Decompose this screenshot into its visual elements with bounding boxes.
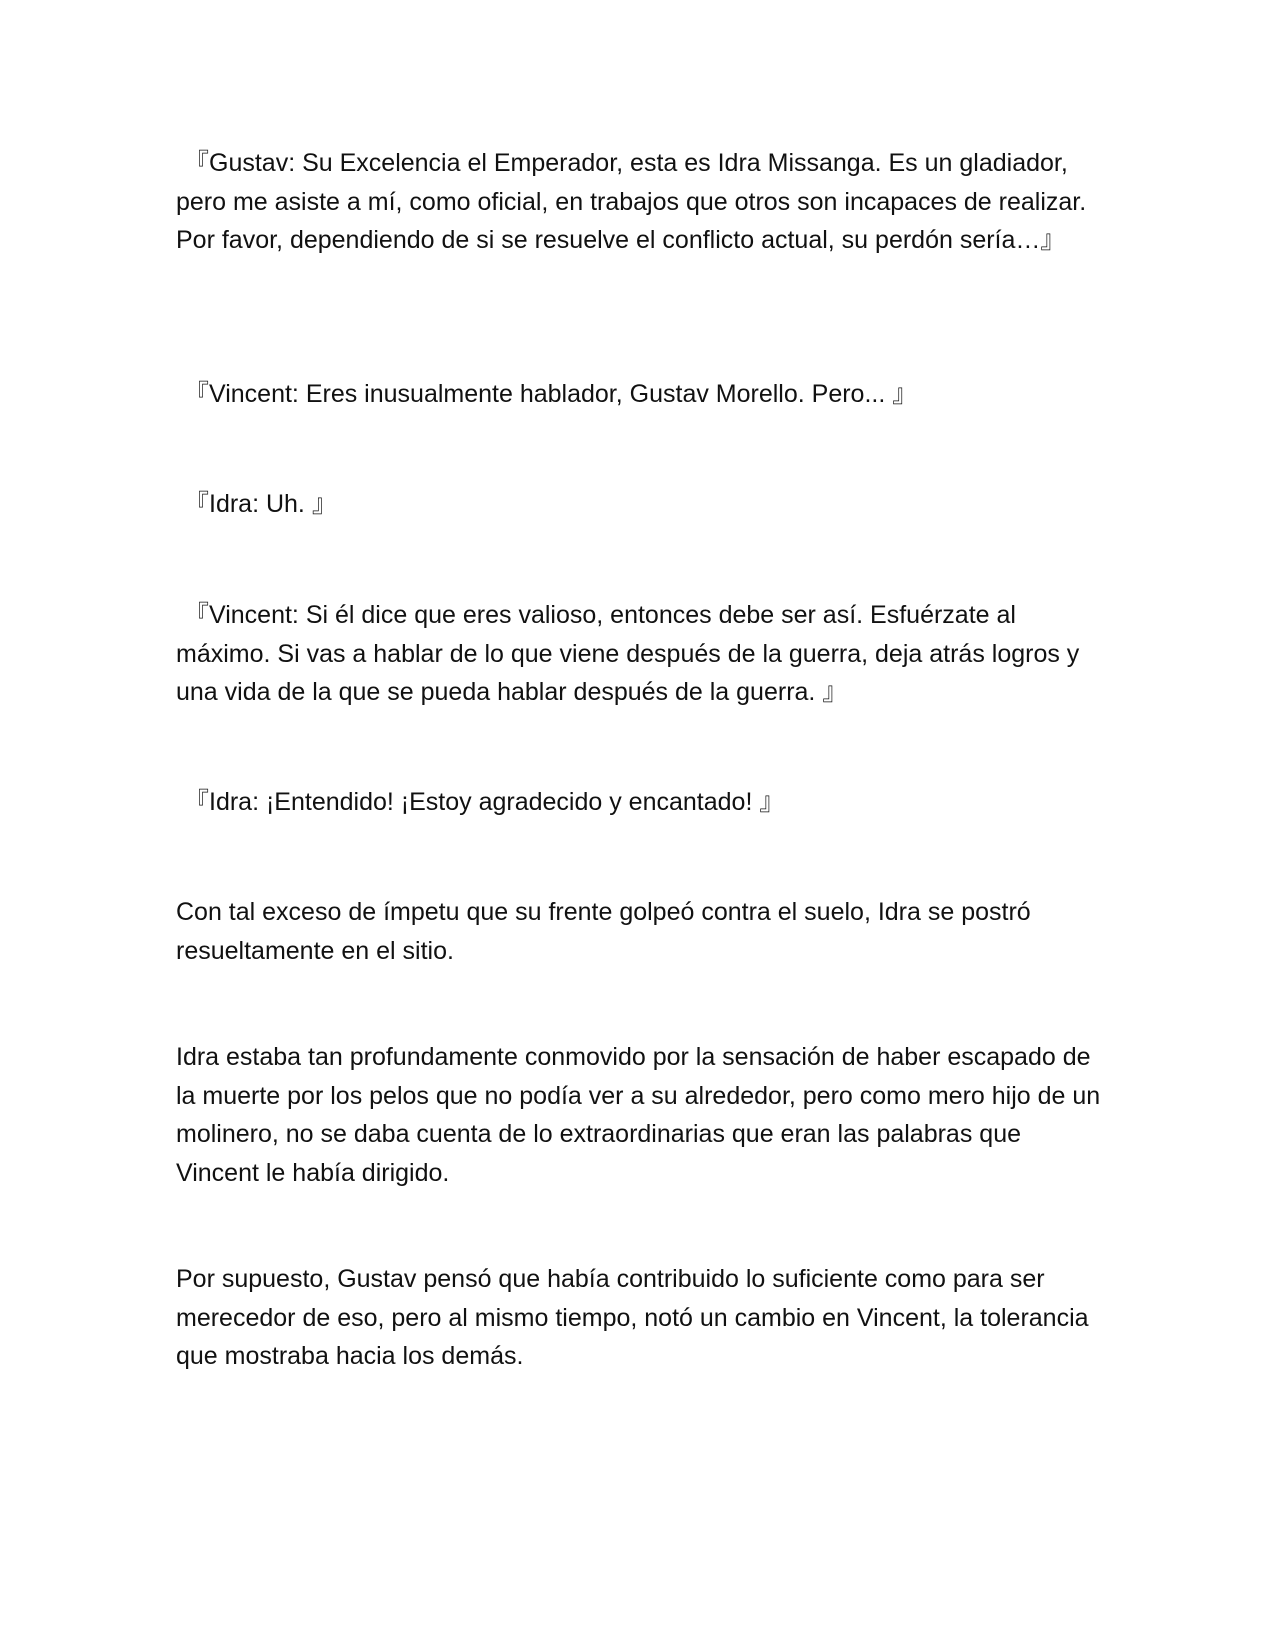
narration-paragraph-1: Con tal exceso de ímpetu que su frente golpeó contra el suelo, Idra se postró resueltamente en el sitio. (176, 898, 1031, 965)
dialogue-idra-2: 『Idra: ¡Entendido! ¡Estoy agradecido y encantado! 』 (184, 788, 785, 816)
dialogue-vincent-1: 『Vincent: Eres inusualmente hablador, Gustav Morello. Pero... 』 (184, 380, 918, 408)
narration-paragraph-3: Por supuesto, Gustav pensó que había contribuido lo suficiente como para ser merecedor de eso, pero al mismo tiempo, notó un cambio en Vincent, la tolerancia que mostraba hacia los demás. (176, 1265, 1089, 1370)
dialogue-idra-1: 『Idra: Uh. 』 (184, 490, 337, 518)
dialogue-gustav-1: 『Gustav: Su Excelencia el Emperador, esta es Idra Missanga. Es un gladiador, pero me asiste a mí, como oficial, en trabajos que otros son incapaces de realizar. Por favor, dependiendo de si se resuelve el conflicto actual, su perdón sería…』 (176, 149, 1087, 254)
narration-paragraph-2: Idra estaba tan profundamente conmovido por la sensación de haber escapado de la muerte por los pelos que no podía ver a su alrededor, pero como mero hijo de un molinero, no se daba cuenta de lo extraordinarias que eran las palabras que Vincent le había dirigido. (176, 1043, 1101, 1187)
dialogue-vincent-2: 『Vincent: Si él dice que eres valioso, entonces debe ser así. Esfuérzate al máximo. Si vas a hablar de lo que viene después de la guerra, deja atrás logros y una vida de la que se pueda hablar después de la guerra. 』 (176, 601, 1080, 706)
